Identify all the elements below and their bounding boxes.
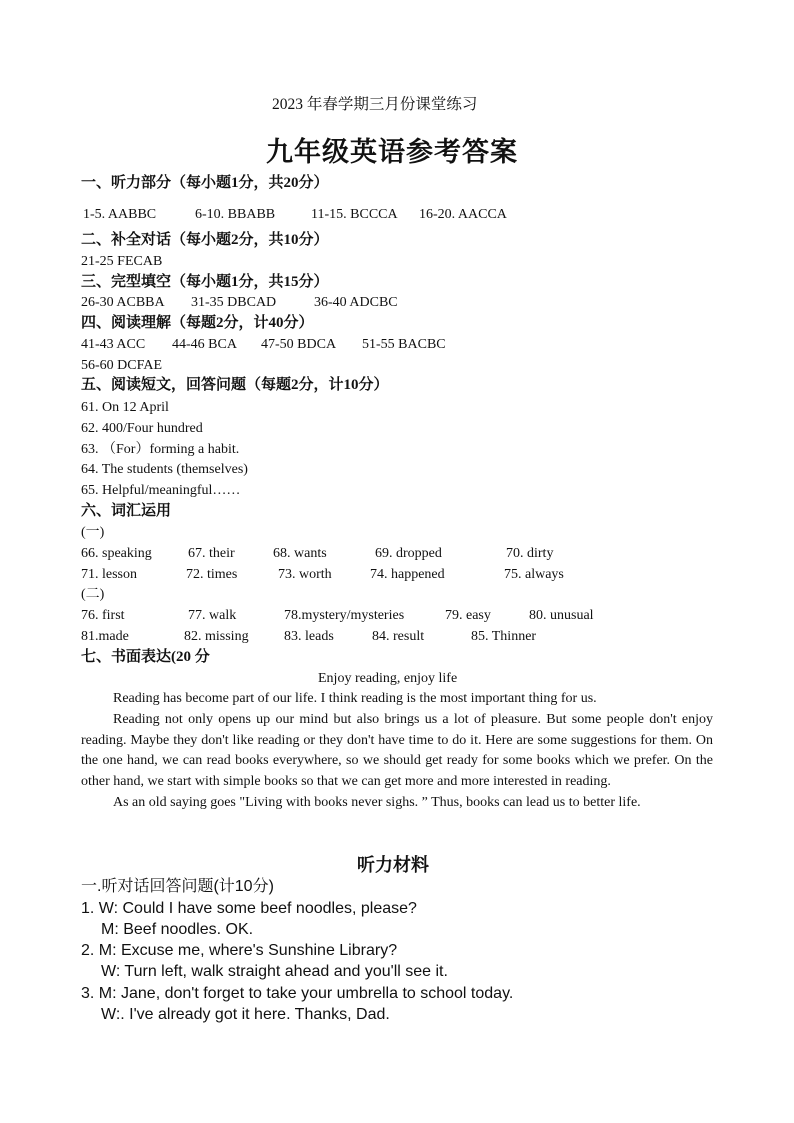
answer-line: 65. Helpful/meaningful……	[81, 483, 241, 498]
section-4-heading: 四、阅读理解（每题2分，计40分）	[81, 315, 314, 331]
vocab-answer: 81.made	[81, 629, 129, 644]
vocab-answer: 67. their	[188, 546, 235, 561]
vocab-answer: 85. Thinner	[471, 629, 537, 644]
answer-group: 36-40 ADCBC	[314, 295, 398, 310]
essay-paragraph: Reading has become part of our life. I think reading is the most important thing for us.	[113, 691, 597, 706]
essay-paragraph: Reading not only opens up our mind but also brings us a lot of pleasure. But some people don't enjoy reading. Maybe they don't like reading or they don't have time to do it. Here are some suggestions for them. On the one hand, we can read books everywhere, so we should get ready for some books which we prefer. On the other hand, we start with simple books so that we can get more and more interested in reading.	[81, 711, 713, 790]
section-7-heading: 七、书面表达(20 分	[81, 649, 210, 665]
vocab-answer: 82. missing	[184, 629, 249, 644]
answer-group: 41-43 ACC	[81, 337, 146, 352]
listening-heading: 听力材料	[357, 855, 429, 875]
section-2-heading: 二、补全对话（每小题2分，共10分）	[81, 232, 329, 248]
answer-line: 64. The students (themselves)	[81, 462, 248, 477]
answer-group: 6-10. BBABB	[195, 207, 276, 222]
answer-group: 1-5. AABBC	[83, 207, 157, 222]
essay-title: Enjoy reading, enjoy life	[318, 671, 458, 686]
section-3-heading: 三、完型填空（每小题1分，共15分）	[81, 274, 329, 290]
vocab-answer: 71. lesson	[81, 567, 137, 582]
answer-group: 21-25 FECAB	[81, 254, 163, 269]
essay-body	[81, 689, 713, 814]
answer-group: 11-15. BCCCA	[311, 207, 398, 222]
section-1-heading: 一、听力部分（每小题1分，共20分）	[81, 175, 329, 191]
answer-group: 47-50 BDCA	[261, 337, 337, 352]
vocab-answer: 70. dirty	[506, 546, 554, 561]
dialogue-line: 2. M: Excuse me, where's Sunshine Library?	[81, 942, 398, 959]
vocab-answer: 68. wants	[273, 546, 327, 561]
part-label: (二)	[81, 587, 105, 602]
answer-group: 56-60 DCFAE	[81, 358, 163, 373]
answer-group: 26-30 ACBBA	[81, 295, 165, 310]
answer-group: 16-20. AACCA	[419, 207, 507, 222]
answer-group: 31-35 DBCAD	[191, 295, 277, 310]
section-6-heading: 六、词汇运用	[81, 503, 172, 519]
vocab-answer: 75. always	[504, 567, 564, 582]
vocab-answer: 72. times	[186, 567, 238, 582]
answer-line: 63. （For）forming a habit.	[81, 442, 240, 457]
answer-line: 62. 400/Four hundred	[81, 421, 203, 436]
vocab-answer: 83. leads	[284, 629, 334, 644]
dialogue-line: M: Beef noodles. OK.	[101, 921, 254, 938]
essay-paragraph: As an old saying goes "Living with books never sighs. ” Thus, books can lead us to better life.	[113, 794, 641, 810]
dialogue-line: W: Turn left, walk straight ahead and you'll see it.	[101, 963, 448, 980]
vocab-answer: 78.mystery/mysteries	[284, 608, 405, 623]
part-label: (一)	[81, 525, 105, 540]
vocab-answer: 76. first	[81, 608, 125, 623]
dialogue-line: 3. M: Jane, don't forget to take your umbrella to school today.	[81, 985, 514, 1002]
dialogue-line: W:. I've already got it here. Thanks, Dad.	[101, 1006, 390, 1023]
answer-group: 51-55 BACBC	[362, 337, 446, 352]
vocab-answer: 84. result	[372, 629, 425, 644]
vocab-answer: 74. happened	[370, 567, 445, 582]
section-5-heading: 五、阅读短文，回答问题（每题2分，计10分）	[81, 377, 389, 393]
exam-subtitle: 2023 年春学期三月份课堂练习	[272, 96, 478, 113]
vocab-answer: 80. unusual	[529, 608, 594, 623]
vocab-answer: 73. worth	[278, 567, 332, 582]
vocab-answer: 79. easy	[445, 608, 491, 623]
vocab-answer: 69. dropped	[375, 546, 442, 561]
dialogue-line: 1. W: Could I have some beef noodles, please?	[81, 900, 417, 917]
vocab-answer: 66. speaking	[81, 546, 152, 561]
page-title: 九年级英语参考答案	[266, 137, 518, 167]
answer-group: 44-46 BCA	[172, 337, 237, 352]
vocab-answer: 77. walk	[188, 608, 237, 623]
listening-part-heading: 一.听对话回答问题(计10分)	[81, 878, 274, 895]
answer-line: 61. On 12 April	[81, 400, 169, 415]
